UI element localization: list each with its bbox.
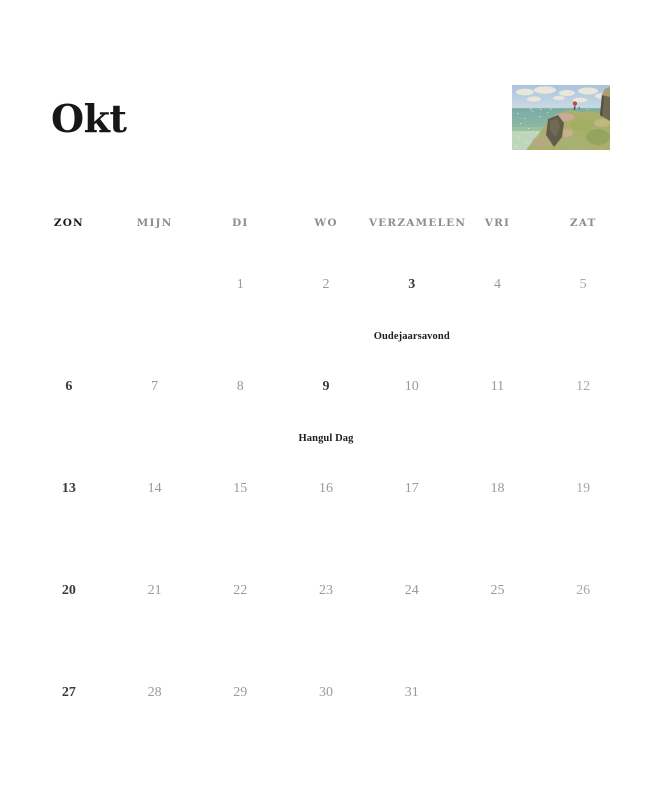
day-cell: [540, 673, 626, 775]
day-cell: [283, 673, 369, 775]
day-number: 30: [319, 685, 334, 700]
day-number: 19: [576, 481, 591, 496]
day-number: 15: [233, 481, 248, 496]
day-number: 26: [576, 583, 591, 598]
weekday-header-mon: MIJN: [136, 217, 173, 229]
day-number: 24: [404, 583, 419, 598]
day-number: 11: [490, 379, 505, 394]
day-cell: [283, 367, 369, 469]
day-cell: [197, 469, 283, 571]
day-cell: [283, 571, 369, 673]
calendar-week-row: [26, 367, 626, 469]
day-cell: [26, 367, 112, 469]
calendar-week-row: [26, 265, 626, 367]
event-label: Hangul Dag: [298, 433, 354, 444]
day-cell: [455, 469, 541, 571]
day-number: 6: [65, 379, 73, 394]
day-cell: [369, 571, 455, 673]
day-cell: [197, 673, 283, 775]
day-number: [540, 673, 626, 683]
day-cell: [197, 265, 283, 367]
day-cell: [112, 265, 198, 367]
month-calendar: [26, 210, 626, 775]
weekday-header-sun: ZON: [53, 217, 84, 229]
day-cell: [540, 571, 626, 673]
day-number: 29: [233, 685, 248, 700]
day-cell: [112, 673, 198, 775]
seascape-painting-thumbnail: [512, 85, 610, 150]
day-cell: [369, 469, 455, 571]
day-cell: [112, 367, 198, 469]
day-number: 7: [151, 379, 159, 394]
day-cell: [283, 469, 369, 571]
day-cell: [26, 571, 112, 673]
weekday-header-tue: DI: [232, 217, 249, 229]
day-number: 4: [493, 277, 501, 292]
day-number: 31: [404, 685, 419, 700]
day-cell: [455, 265, 541, 367]
day-number: 10: [404, 379, 419, 394]
day-cell: [369, 265, 455, 367]
event-label: Oudejaarsavond: [373, 331, 450, 342]
weekday-header-row: [26, 210, 626, 265]
day-cell: [283, 265, 369, 367]
day-number: 13: [61, 481, 76, 496]
day-number: 5: [579, 277, 587, 292]
day-number: 14: [147, 481, 162, 496]
day-number: 17: [404, 481, 419, 496]
day-number: 23: [319, 583, 334, 598]
day-number: 9: [322, 379, 330, 394]
weekday-header-wed: WO: [314, 217, 338, 229]
day-number: 25: [490, 583, 505, 598]
calendar-week-row: [26, 571, 626, 673]
day-cell: [455, 571, 541, 673]
day-cell: [112, 469, 198, 571]
day-number: 2: [322, 277, 330, 292]
day-cell: [540, 367, 626, 469]
day-cell: [26, 265, 112, 367]
day-number: 21: [147, 583, 162, 598]
day-cell: [455, 673, 541, 775]
day-cell: [369, 367, 455, 469]
day-number: 3: [408, 277, 416, 292]
day-number: 18: [490, 481, 505, 496]
weekday-header-thu: VERZAMELEN: [368, 217, 467, 229]
day-number: 1: [236, 277, 244, 292]
calendar-week-row: [26, 469, 626, 571]
day-cell: [540, 265, 626, 367]
day-number: [112, 265, 198, 275]
day-cell: [369, 673, 455, 775]
page-title: Okt: [51, 96, 127, 141]
day-cell: [540, 469, 626, 571]
day-number: 22: [233, 583, 248, 598]
day-number: 20: [61, 583, 76, 598]
weekday-header-fri: VRI: [484, 217, 511, 229]
day-cell: [455, 367, 541, 469]
day-cell: [26, 469, 112, 571]
day-number: 12: [576, 379, 591, 394]
day-cell: [197, 367, 283, 469]
day-number: [455, 673, 541, 683]
weekday-header-sat: ZAT: [569, 217, 597, 229]
day-number: 16: [319, 481, 334, 496]
day-number: 28: [147, 685, 162, 700]
calendar-week-row: [26, 673, 626, 775]
day-cell: [26, 673, 112, 775]
day-number: [26, 265, 112, 275]
day-number: 8: [236, 379, 244, 394]
day-cell: [112, 571, 198, 673]
day-number: 27: [61, 685, 76, 700]
day-cell: [197, 571, 283, 673]
